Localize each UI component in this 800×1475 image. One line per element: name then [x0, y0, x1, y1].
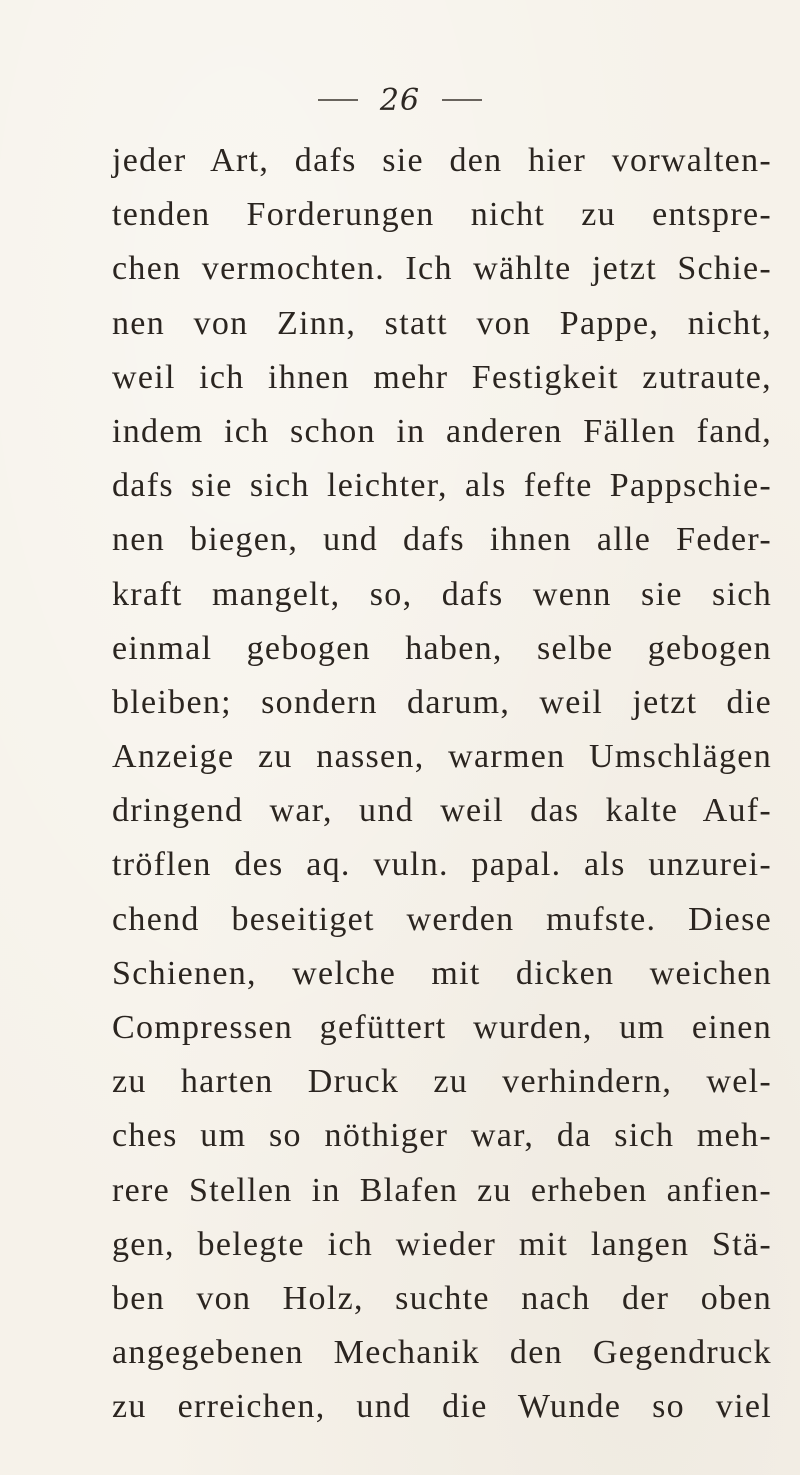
text-line: tenden Forderungen nicht zu entspre- [112, 196, 772, 234]
text-line: gen, belegte ich wieder mit langen Stä- [112, 1225, 772, 1263]
text-line: angegebenen Mechanik den Gegendruck [112, 1334, 772, 1372]
text-line: einmal gebogen haben, selbe gebogen [112, 629, 772, 667]
text-line: rere Stellen in Blafen zu erheben anfien- [112, 1171, 772, 1209]
text-line: dringend war, und weil das kalte Auf- [112, 792, 772, 830]
text-line: nen biegen, und dafs ihnen alle Feder- [112, 521, 772, 559]
text-line: nen von Zinn, statt von Pappe, nicht, [112, 304, 772, 342]
page-header [0, 78, 800, 122]
text-line: weil ich ihnen mehr Festigkeit zutraute, [112, 358, 772, 396]
text-line: indem ich schon in anderen Fällen fand, [112, 412, 772, 450]
text-line: bleiben; sondern darum, weil jetzt die [112, 683, 772, 721]
page-number: 26 [379, 82, 421, 118]
text-line: chend beseitiget werden mufste. Diese [112, 900, 772, 938]
text-line: kraft mangelt, so, dafs wenn sie sich [112, 575, 772, 613]
text-line: chen vermochten. Ich wählte jetzt Schie- [112, 250, 772, 288]
text-line: zu harten Druck zu verhindern, wel- [112, 1063, 772, 1101]
text-line: Anzeige zu nassen, warmen Umschlägen [112, 738, 772, 776]
text-line: Compressen gefüttert wurden, um einen [112, 1009, 772, 1046]
header-dash-left [318, 99, 358, 101]
text-line: ben von Holz, suchte nach der oben [112, 1279, 772, 1317]
body-text [112, 134, 772, 1435]
text-line: jeder Art, dafs sie den hier vorwalten- [112, 142, 772, 179]
text-line: zu erreichen, und die Wunde so viel [112, 1388, 772, 1426]
text-line: tröflen des aq. vuln. papal. als unzurei- [112, 846, 772, 884]
text-line: ches um so nöthiger war, da sich meh- [112, 1117, 772, 1155]
header-dash-right [442, 99, 482, 101]
text-line: Schienen, welche mit dicken weichen [112, 954, 772, 992]
text-line: dafs sie sich leichter, als fefte Pappschie- [112, 467, 772, 505]
